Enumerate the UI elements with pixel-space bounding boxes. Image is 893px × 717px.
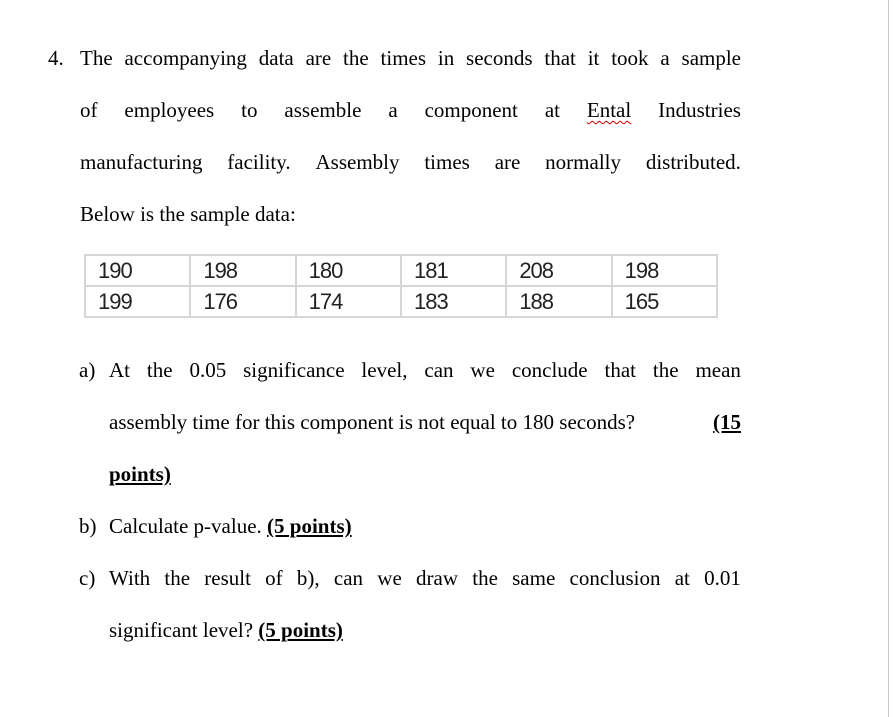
word: sample [681,46,741,70]
part-b-line [109,512,352,540]
word: same [512,566,556,590]
intro-line-2 [80,96,741,124]
part-c-points: (5 points) [258,618,343,642]
word: distributed. [645,150,741,174]
word: are [494,150,521,174]
word: that [544,46,576,70]
word: took [611,46,649,70]
word: a [388,98,398,122]
word: accompanying [124,46,247,70]
word: result [204,566,251,590]
word: at [674,566,690,590]
word: of [80,98,98,122]
part-c-label: c) [79,566,96,590]
word: data [258,46,294,70]
word: we [470,358,495,382]
part-a-line-1 [109,356,741,384]
intro-line-1 [80,44,741,72]
part-b-label: b) [79,514,97,538]
table-cell: 198 [612,255,717,286]
part-c-line-1 [109,564,741,592]
part-a-label: a) [79,358,96,382]
word: employees [124,98,215,122]
word: the [652,358,679,382]
word: facility. [227,150,291,174]
word: b), [296,566,320,590]
table-row [85,286,717,317]
part-b-text: Calculate p-value. [109,514,262,538]
intro-line-4: Below is the sample data: [80,202,296,226]
part-c-line-2 [109,616,343,644]
word: can [424,358,454,382]
word: times [424,150,470,174]
word: to [241,98,258,122]
table-cell: 190 [85,255,190,286]
word: level, [361,358,408,382]
word: it [587,46,600,70]
table-row [85,255,717,286]
word: 0.01 [704,566,741,590]
word: of [265,566,283,590]
word: in [437,46,455,70]
word: times [380,46,427,70]
word: significance [243,358,345,382]
word: normally [545,150,621,174]
word: Industries [658,98,741,122]
word: are [305,46,332,70]
word: the [472,566,498,590]
part-a-points-start: (15 [713,410,741,434]
table-cell: 174 [296,286,401,317]
word: can [333,566,364,590]
table-cell: 180 [296,255,401,286]
word: The [80,46,113,70]
part-b-points: (5 points) [267,514,352,538]
word: mean [695,358,741,382]
word: manufacturing [80,150,203,174]
word: Assembly [315,150,400,174]
sample-data-table [84,254,718,318]
table-cell: 181 [401,255,506,286]
part-a-line-3 [109,460,171,488]
table-cell: 198 [190,255,295,286]
table-cell: 199 [85,286,190,317]
word: 0.05 [189,358,227,382]
word: we [377,566,402,590]
table-cell: 188 [506,286,611,317]
word: conclusion [569,566,661,590]
table-cell: 176 [190,286,295,317]
word: component [424,98,518,122]
question-number: 4. [48,46,64,70]
page-edge-divider [888,0,889,717]
word: at [544,98,560,122]
part-a-text: assembly time for this component is not equal to 180 seconds? [109,410,636,434]
word: At [109,358,130,382]
word: assemble [284,98,362,122]
word: the [164,566,191,590]
table-cell: 208 [506,255,611,286]
part-a-points-end: points) [109,462,171,486]
part-a-line-2 [109,408,741,436]
part-c-text: significant level? [109,618,254,642]
word: With [109,566,151,590]
word: the [343,46,369,70]
company-name-spellcheck: Ental [586,98,632,122]
word: that [604,358,636,382]
word: the [146,358,173,382]
word: draw [416,566,458,590]
intro-line-3 [80,148,741,176]
word: conclude [511,358,588,382]
table-cell: 165 [612,286,717,317]
word: a [660,46,670,70]
table-cell: 183 [401,286,506,317]
word: seconds [466,46,533,70]
